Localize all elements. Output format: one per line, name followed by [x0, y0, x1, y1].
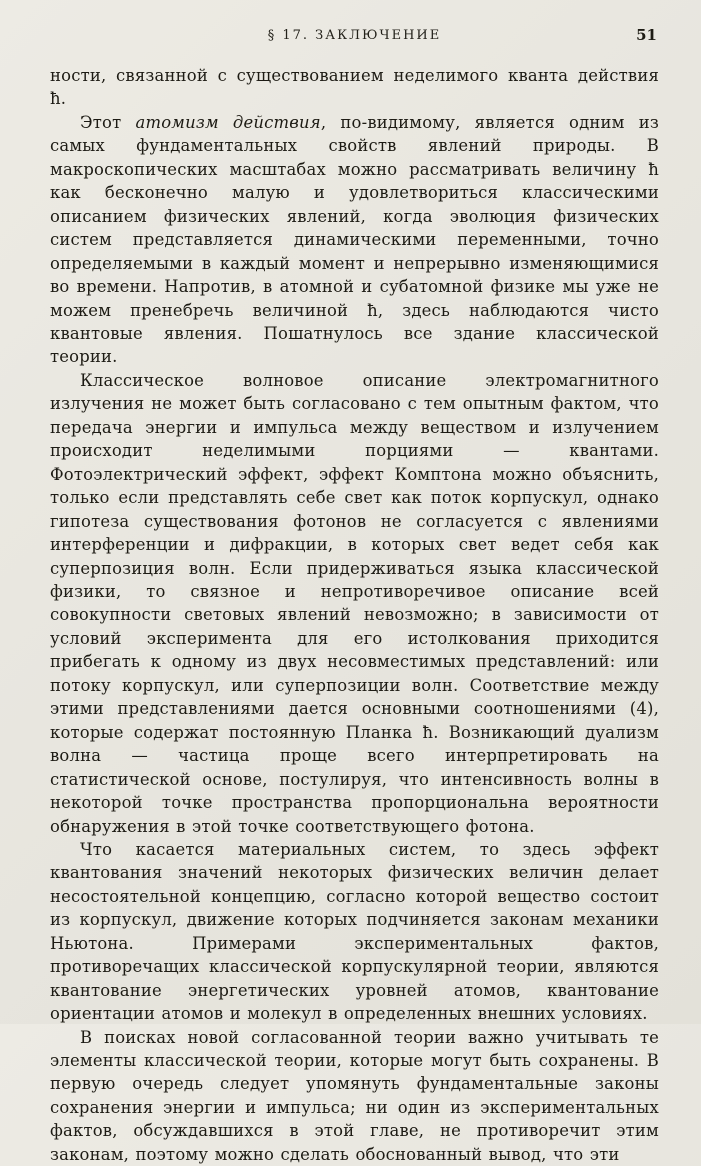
paragraph-text: , по-видимому, является одним из самых фундаментальных свойств явлений природы. В макроскопических масштабах можно рассматривать величину ħ как бесконечно малую и удовлетвориться классическими описанием физических явлений, когда эволюция физических систем представляется динамическими переменными, точно определяемыми в каждый момент и непрерывно изменяющимися во времени. Напротив, в атомной и субатомной физике мы уже не можем пренебречь величиной ħ, здесь наблюдаются чисто квантовые явления. Пошатнулось все здание классической теории. — [50, 112, 659, 367]
paragraph-continuation: ности, связанной с существованием неделимого кванта действия ħ. — [50, 66, 659, 109]
page-number: 51 — [636, 26, 657, 44]
paragraph-atomism — [50, 111, 659, 369]
italic-term: атомизм действия — [135, 112, 321, 132]
paragraph-wave-description: Классическое волновое описание электромагнитного излучения не может быть согласовано с тем опытным фактом, что передача энергии и импульса между веществом и излучением происходит неделимыми порциями — квантами. Фотоэлектрический эффект, эффект Комптона можно объяснить, только если представлять себе свет как поток корпускул, однако гипотеза существования фотонов не согласуется с явлениями интерференции и дифракции, в которых свет ведет себя как суперпозиция волн. Если придерживаться языка классической физики, то связное и непротиворечивое описание всей совокупности световых явлений невозможно; в зависимости от условий эксперимента для его истолкования приходится прибегать к одному из двух несовместимых представлений: или потоку корпускул, или суперпозиции волн. Соответствие между этими представлениями дается основными соотношениями (4), которые содержат постоянную Планка ħ. Возникающий дуализм волна — частица проще всего интерпретировать на статистической основе, постулируя, что интенсивность волны в некоторой точке пространства пропорциональна вероятности обнаружения в этой точке соответствующего фотона. — [50, 370, 659, 836]
section-title: § 17. ЗАКЛЮЧЕНИЕ — [267, 28, 442, 43]
page-text — [50, 64, 659, 1166]
page-header — [50, 24, 659, 50]
paragraph-new-theory: В поисках новой согласованной теории важно учитывать те элементы классической теории, которые могут быть сохранены. В первую очередь следует упомянуть фундаментальные законы сохранения энергии и импульса; ни один из экспериментальных фактов, обсуждавшихся в этой главе, не противоречит этим законам, поэтому можно сделать обоснованный вывод, что эти — [50, 1027, 659, 1164]
paragraph-text: Этот — [80, 112, 136, 132]
paragraph-material-systems: Что касается материальных систем, то здесь эффект квантования значений некоторых физических величин делает несостоятельной концепцию, согласно которой вещество состоит из корпускул, движение которых подчиняется законам механики Ньютона. Примерами экспериментальных фактов, противоречащих классической корпускулярной теории, являются квантование энергетических уровней атомов, квантование ориентации атомов и молекул в определенных внешних условиях. — [50, 839, 659, 1024]
